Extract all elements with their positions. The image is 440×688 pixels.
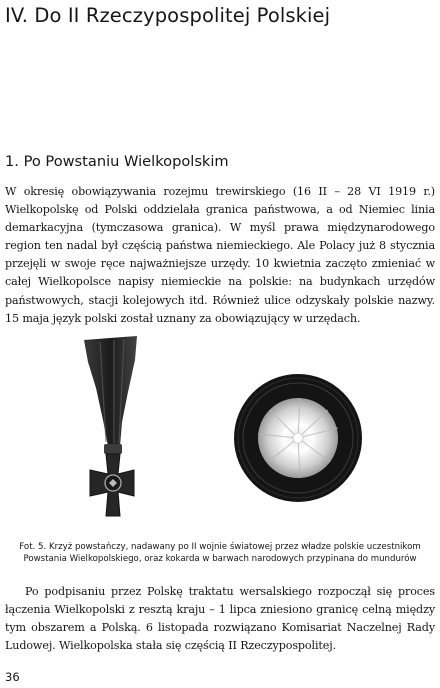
figure-photo [0,330,440,535]
insurgent-cross-medal [84,336,137,516]
medal-ribbon [84,336,137,446]
page-number: 36 [5,670,20,684]
figure-caption: Fot. 5. Krzyż powstańczy, nadawany po II wojnie światowej przez władze polskie uczestnikom Powstania Wielkopolskiego, oraz kokarda w barwach narodowych przypinana do mundurów [19,542,421,565]
cockade-rosette [234,374,362,502]
paragraph-2: Po podpisaniu przez Polskę traktatu wersalskiego rozpoczął się proces łączenia Wielkopolski z resztą kraju – 1 lipca zniesiono granicę celną między tym obszarem a Polską. 6 listopada rozwiązano Komisariat Naczelnej Rady Ludowej. Wielkopolska stała się częścią II Rzeczypospolitej. [5,585,435,653]
section-title: 1. Po Powstaniu Wielkopolskim [5,153,229,170]
figure [0,330,440,535]
medal-suspension-ring [104,444,122,454]
chapter-title: IV. Do II Rzeczypospolitej Polskiej [5,4,331,27]
paragraph-1: W okresię obowiązywania rozejmu trewirskiego (16 II – 28 VI 1919 r.) Wielkopolskę od Polski oddzielała granica państwowa, a od Niemiec linia demarkacyjna (tymczasowa granica). W myśl prawa międzynarodowego region ten nadal był częścią państwa niemieckiego. Ale Polacy już 8 stycznia przejęli w swoje ręce najważniejsze urzędy. 10 kwietnia zaczęto zmieniać w całej Wielkopolsce napisy niemieckie na polskie: na budynkach urzędów państwowych, stacji kolejowych itd. Również ulice odzyskały polskie nazwy. 15 maja język polski został uznany za obowiązujący w urzędach. [5,185,435,325]
